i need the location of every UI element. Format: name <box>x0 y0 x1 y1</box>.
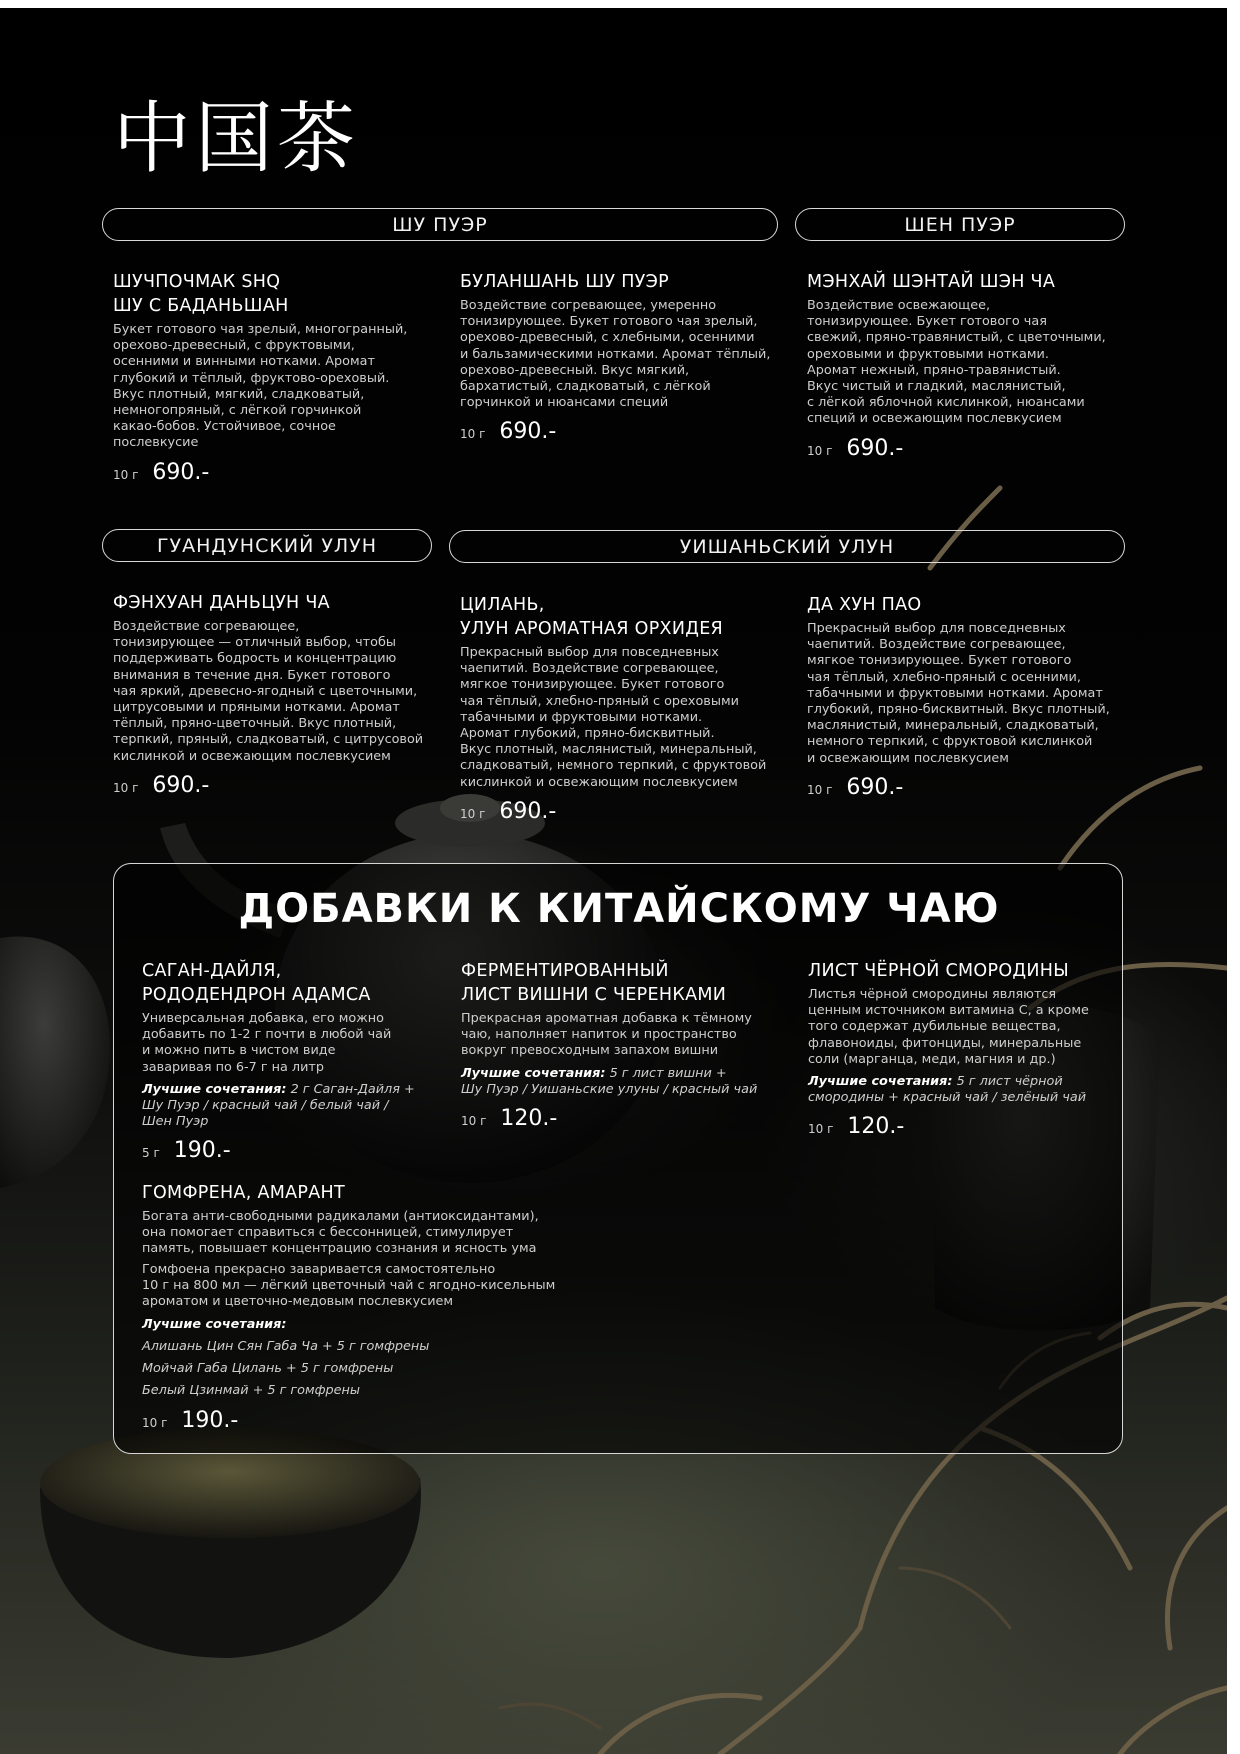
section-shu-puer: ШУ ПУЭР <box>102 208 778 241</box>
combo-line: Мойчай Габа Цилань + 5 г гомфрены <box>142 1361 394 1377</box>
combo-label: Лучшие сочетания: <box>461 1065 606 1081</box>
item-weight: 10 г <box>461 1114 487 1129</box>
addon-item-sagan-dailya <box>142 959 442 1163</box>
item-price: 690.- <box>152 772 210 798</box>
item-price: 120.- <box>847 1114 905 1140</box>
item-name-line: БУЛАНШАНЬ ШУ ПУЭР <box>460 272 670 292</box>
item-weight: 10 г <box>460 427 486 442</box>
item-name-line: УЛУН АРОМАТНАЯ ОРХИДЕЯ <box>460 619 724 639</box>
tea-item-shuchpochmak <box>113 270 423 485</box>
price-row <box>807 775 1127 800</box>
tea-item-da-hong-pao <box>807 593 1127 800</box>
combo-label: Лучшие сочетания: <box>142 1081 287 1097</box>
item-description: Прекрасная ароматная добавка к тёмному чаю, наполняет напиток и пространство вокруг превосходным запахом вишни <box>461 1011 752 1059</box>
price-row <box>113 460 423 485</box>
item-name-line: САГАН-ДАЙЛЯ, <box>142 961 282 981</box>
price-row <box>460 799 800 824</box>
combo-label: Лучшие сочетания: <box>808 1074 953 1090</box>
item-name-line: ЦИЛАНЬ, <box>460 595 545 615</box>
section-shen-puer: ШЕН ПУЭР <box>795 208 1125 241</box>
item-weight: 10 г <box>807 443 833 458</box>
item-name-line: ЛИСТ ЧЁРНОЙ СМОРОДИНЫ <box>808 961 1069 981</box>
item-weight: 10 г <box>807 782 833 797</box>
item-name-line: ГОМФРЕНА, АМАРАНТ <box>142 1183 345 1203</box>
item-description-brewing: Гомфоена прекрасно заваривается самостоятельно 10 г на 800 мл — лёгкий цветочный чай с ягодно-кисельным ароматом и цветочно-медовым послевкусием <box>142 1261 556 1310</box>
chinese-tea-title: 中国茶 <box>113 94 360 184</box>
item-weight: 10 г <box>113 467 139 482</box>
addon-item-gomphrena <box>142 1181 682 1433</box>
item-price: 690.- <box>499 798 557 824</box>
price-row <box>461 1106 791 1131</box>
price-row <box>808 1114 1108 1139</box>
item-price: 690.- <box>846 774 904 800</box>
item-description: Букет готового чая зрелый, многогранный, орехово-древесный, с фруктовыми, осенними и винными нотками. Аромат глубокий и тёплый, фруктово-ореховый. Вкус плотный, мягкий, сладковатый, немногопряный, с лёгкой горчинкой какао-бобов. Устойчивое, сочное послевкусие <box>113 322 408 451</box>
item-weight: 10 г <box>142 1416 168 1431</box>
item-weight: 10 г <box>808 1122 834 1137</box>
item-weight: 10 г <box>460 806 486 821</box>
item-price: 120.- <box>500 1106 558 1132</box>
tea-item-menghai-shentai <box>807 270 1127 461</box>
item-description: Прекрасный выбор для повседневных чаепитий. Воздействие согревающее, мягкое тонизирующее. Букет готового чая тёплый, хлебно-пряный с ореховыми табачными и фруктовыми нотками. Аромат глубокий, пряно-бисквитный. Вкус плотный, маслянистый, минеральный, сладковатый, немного терпкий, с фруктовой кислинкой и освежающим послевкусием <box>460 645 767 790</box>
best-combinations: Лучшие сочетания: 5 г лист вишни + Шу Пуэр / Уишаньские улуны / красный чай <box>461 1065 758 1097</box>
addons-panel <box>113 863 1123 1454</box>
price-row <box>807 436 1127 461</box>
item-name-line: ЛИСТ ВИШНИ С ЧЕРЕНКАМИ <box>461 985 727 1005</box>
price-row <box>142 1408 682 1433</box>
item-name-line: ФЭНХУАН ДАНЬЦУН ЧА <box>113 593 330 613</box>
price-row <box>113 773 443 798</box>
addon-item-cherry-leaf <box>461 959 791 1131</box>
best-combinations: Лучшие сочетания: 5 г лист чёрной смородины + красный чай / зелёный чай <box>808 1074 1087 1106</box>
addon-item-blackcurrant-leaf <box>808 959 1108 1139</box>
price-row <box>460 419 790 444</box>
item-name-line: РОДОДЕНДРОН АДАМСА <box>142 985 371 1005</box>
item-price: 190.- <box>173 1138 231 1164</box>
section-guangdong-oolong: ГУАНДУНСКИЙ УЛУН <box>102 529 432 562</box>
tea-item-fenghuang-dancong <box>113 591 443 798</box>
item-price: 690.- <box>846 435 904 461</box>
best-combinations <box>142 1314 682 1402</box>
item-price: 190.- <box>181 1408 239 1434</box>
combo-label: Лучшие сочетания: <box>142 1317 287 1333</box>
item-name-line: ШУ С БАДАНЬШАН <box>113 296 289 316</box>
item-name-line: ДА ХУН ПАО <box>807 595 922 615</box>
menu-page <box>0 8 1227 1754</box>
addons-title: ДОБАВКИ К КИТАЙСКОМУ ЧАЮ <box>238 886 1000 932</box>
item-weight: 10 г <box>113 780 139 795</box>
item-description: Воздействие освежающее, тонизирующее. Букет готового чая свежий, пряно-травянистый, с цветочными, ореховыми и фруктовыми нотками. Аромат нежный, пряно-травянистый. Вкус чистый и гладкий, маслянистый, с лёгкой яблочной кислинкой, нюансами специй и освежающим послевкусием <box>807 298 1106 427</box>
best-combinations: Лучшие сочетания: 2 г Саган-Дайля + Шу Пуэр / красный чай / белый чай / Шен Пуэр <box>142 1081 415 1130</box>
item-name-line: ФЕРМЕНТИРОВАННЫЙ <box>461 961 669 981</box>
item-description: Универсальная добавка, его можно добавить по 1-2 г почти в любой чай и можно пить в чистом виде заваривая по 6-7 г на литр <box>142 1011 392 1075</box>
item-name-line: ШУЧПОЧМАК SHQ <box>113 272 281 292</box>
price-row <box>142 1138 442 1163</box>
item-price: 690.- <box>499 419 557 445</box>
combo-line: Белый Цзинмай + 5 г гомфрены <box>142 1383 361 1399</box>
item-name-line: МЭНХАЙ ШЭНТАЙ ШЭН ЧА <box>807 272 1056 292</box>
item-description: Прекрасный выбор для повседневных чаепитий. Воздействие согревающее, мягкое тонизирующее. Букет готового чая тёплый, хлебно-пряный с осенними, табачными и фруктовыми нотками. Аромат глубокий, пряно-бисквитный. Вкус плотный, маслянистый, минеральный, сладковатый, немного терпкий, с фруктовой кислинкой и освежающим послевкусием <box>807 621 1110 766</box>
tea-item-cilan-orchid-oolong <box>460 593 800 824</box>
item-description: Богата анти-свободными радикалами (антиоксидантами), она помогает справиться с бессонницей, стимулирует память, повышает концентрацию сознания и ясность ума <box>142 1209 539 1257</box>
section-wuyi-oolong: УИШАНЬСКИЙ УЛУН <box>449 530 1125 563</box>
combo-line: Алишань Цин Сян Габа Ча + 5 г гомфрены <box>142 1339 430 1355</box>
item-price: 690.- <box>152 459 210 485</box>
item-weight: 5 г <box>142 1146 160 1161</box>
item-description: Воздействие согревающее, умеренно тонизирующее. Букет готового чая зрелый, орехово-древесный, с хлебными, осенними и бальзамическими нотками. Аромат тёплый, орехово-древесный. Вкус мягкий, бархатистый, сладковатый, с лёгкой горчинкой и нюансами специй <box>460 298 771 411</box>
item-description: Листья чёрной смородины являются ценным источником витамина С, а кроме того содержат дубильные вещества, флавоноиды, фитонциды, минеральные соли (марганца, меди, магния и др.) <box>808 987 1089 1067</box>
tea-item-bulanshan-shu-puer <box>460 270 790 444</box>
item-description: Воздействие согревающее, тонизирующее — отличный выбор, чтобы поддерживать бодрость и концентрацию внимания в течение дня. Букет готового чая яркий, древесно-ягодный с цветочными, цитрусовыми и пряными нотками. Аромат тёплый, пряно-цветочный. Вкус плотный, терпкий, пряный, сладковатый, с цитрусовой кислинкой и освежающим послевкусием <box>113 619 424 764</box>
